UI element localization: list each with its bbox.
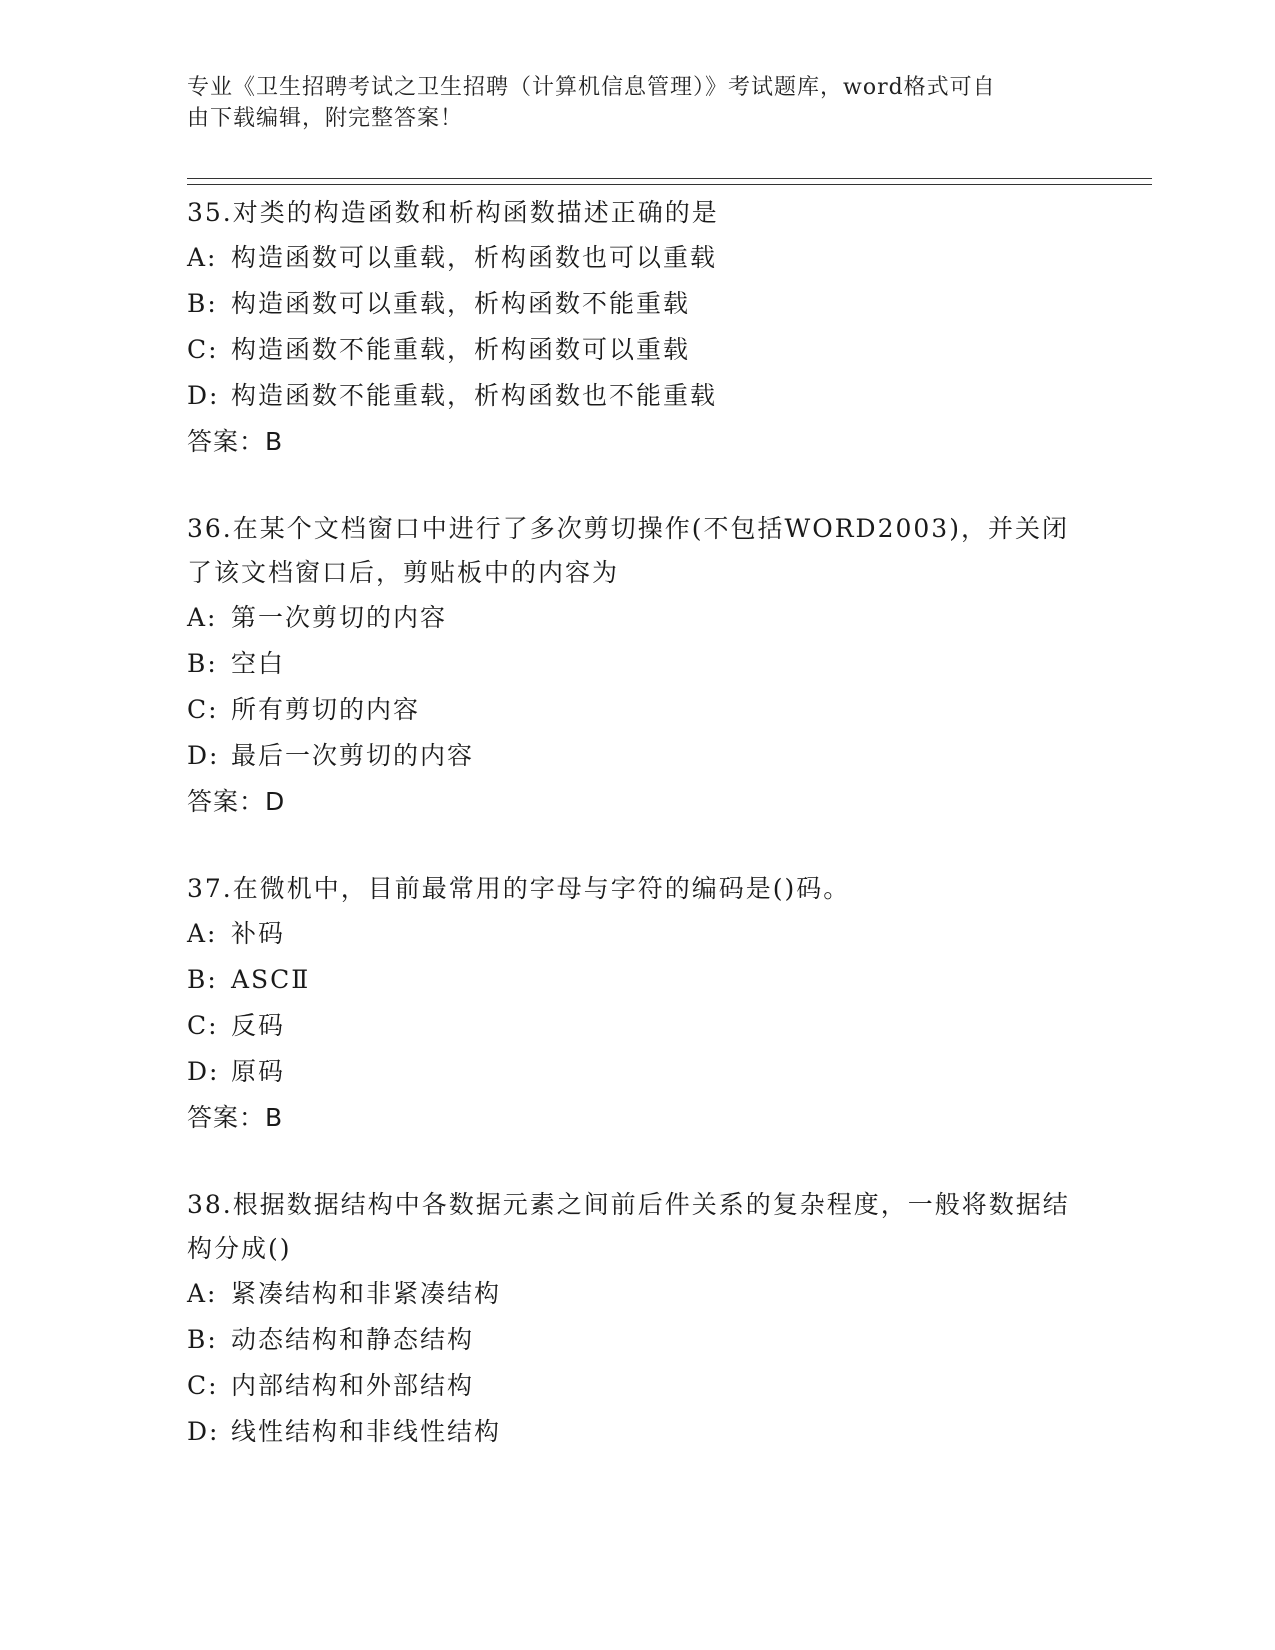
document-header <box>187 72 1087 134</box>
option-a <box>187 911 1087 957</box>
option-letter: B: <box>187 1325 218 1354</box>
option-b <box>187 1317 1087 1363</box>
option-text: 最后一次剪切的内容 <box>231 741 475 770</box>
question-35 <box>187 191 1087 465</box>
option-text: 空白 <box>231 649 286 678</box>
option-letter: C: <box>187 1011 219 1040</box>
option-b <box>187 281 1087 327</box>
option-c <box>187 1363 1087 1409</box>
question-stem: 36.在某个文档窗口中进行了多次剪切操作(不包括WORD2003)，并关闭了该文档窗口后，剪贴板中的内容为 <box>187 514 1069 587</box>
option-text: 线性结构和非线性结构 <box>231 1417 502 1446</box>
option-text: 构造函数可以重载，析构函数也可以重载 <box>231 243 718 272</box>
spacer <box>187 465 1087 507</box>
option-c <box>187 1003 1087 1049</box>
option-c <box>187 687 1087 733</box>
option-d <box>187 1049 1087 1095</box>
option-a <box>187 235 1087 281</box>
option-d <box>187 373 1087 419</box>
question-list <box>187 191 1087 1455</box>
option-letter: B: <box>187 965 218 994</box>
option-letter: D: <box>187 1417 220 1446</box>
option-d <box>187 733 1087 779</box>
option-text: 内部结构和外部结构 <box>231 1371 475 1400</box>
question-stem: 38.根据数据结构中各数据元素之间前后件关系的复杂程度，一般将数据结构分成() <box>187 1190 1070 1263</box>
option-text: 动态结构和静态结构 <box>231 1325 475 1354</box>
option-letter: C: <box>187 335 219 364</box>
option-text: 原码 <box>231 1057 286 1086</box>
option-letter: B: <box>187 649 218 678</box>
option-c <box>187 327 1087 373</box>
option-text: 紧凑结构和非紧凑结构 <box>231 1279 502 1308</box>
option-text: ASCⅡ <box>231 965 311 994</box>
header-divider <box>187 178 1152 185</box>
question-38 <box>187 1183 1087 1455</box>
option-text: 所有剪切的内容 <box>231 695 421 724</box>
option-text: 反码 <box>231 1011 286 1040</box>
question-37 <box>187 867 1087 1141</box>
option-a <box>187 1271 1087 1317</box>
option-text: 补码 <box>231 919 286 948</box>
option-letter: A: <box>187 603 218 632</box>
option-letter: C: <box>187 1371 219 1400</box>
option-text: 第一次剪切的内容 <box>231 603 448 632</box>
option-letter: D: <box>187 741 220 770</box>
option-a <box>187 595 1087 641</box>
option-letter: A: <box>187 1279 218 1308</box>
option-text: 构造函数不能重载，析构函数可以重载 <box>231 335 691 364</box>
option-letter: C: <box>187 695 219 724</box>
option-letter: D: <box>187 1057 220 1086</box>
header-line-1: 专业《卫生招聘考试之卫生招聘（计算机信息管理）》考试题库，word格式可自 <box>187 75 996 100</box>
question-36 <box>187 507 1087 825</box>
answer-line: 答案：B <box>187 1103 284 1132</box>
answer-line: 答案：B <box>187 427 284 456</box>
question-stem: 35.对类的构造函数和析构函数描述正确的是 <box>187 198 719 227</box>
option-letter: B: <box>187 289 218 318</box>
spacer <box>187 1141 1087 1183</box>
spacer <box>187 825 1087 867</box>
option-b <box>187 641 1087 687</box>
question-stem: 37.在微机中，目前最常用的字母与字符的编码是()码。 <box>187 874 851 903</box>
option-text: 构造函数不能重载，析构函数也不能重载 <box>231 381 718 410</box>
option-d <box>187 1409 1087 1455</box>
option-text: 构造函数可以重载，析构函数不能重载 <box>231 289 691 318</box>
option-letter: A: <box>187 919 218 948</box>
answer-line: 答案：D <box>187 787 286 816</box>
option-letter: D: <box>187 381 220 410</box>
option-b <box>187 957 1087 1003</box>
header-line-2: 由下载编辑，附完整答案！ <box>187 106 464 131</box>
option-letter: A: <box>187 243 218 272</box>
